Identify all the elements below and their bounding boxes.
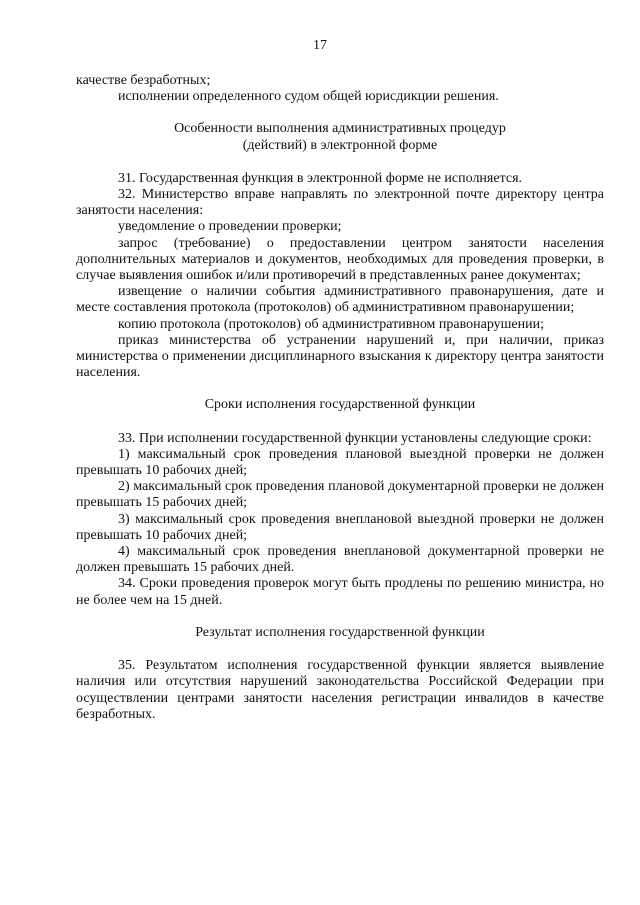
paragraph: 4) максимальный срок проведения внеплановой документарной проверки не должен превышать 15 рабочих дней. [76, 544, 604, 576]
paragraph: 35. Результатом исполнения государственной функции является выявление наличия или отсутствия нарушений законодательства Российской Федерации при осуществлении центрами занятости населения регистрации инвалидов в качестве безработных. [76, 658, 604, 722]
paragraph: 34. Сроки проведения проверок могут быть продлены по решению министра, но не более чем на 15 дней. [76, 576, 604, 608]
heading-line: (действий) в электронной форме [242, 137, 438, 153]
paragraph: уведомление о проведении проверки; [118, 219, 342, 235]
paragraph: 32. Министерство вправе направлять по электронной почте директору центра занятости населения: [76, 187, 604, 219]
paragraph: запрос (требование) о предоставлении центром занятости населения дополнительных материалов и документов, необходимых для проведения проверки, в случае выявления ошибок и/или противоречий в представленных ранее документах; [76, 235, 604, 284]
heading-line: Особенности выполнения административных процедур [174, 121, 506, 137]
paragraph: 31. Государственная функция в электронной форме не исполняется. [118, 170, 523, 186]
section-heading-deadlines: Сроки исполнения государственной функции [204, 397, 476, 413]
continuation-line: исполнении определенного судом общей юрисдикции решения. [118, 89, 499, 105]
section-heading-electronic-form [76, 121, 604, 153]
paragraph: приказ министерства об устранении нарушений и, при наличии, приказ министерства о применении дисциплинарного взыскания к директору центра занятости населения. [76, 332, 604, 381]
page-content [76, 73, 604, 723]
paragraph: 2) максимальный срок проведения плановой документарной проверки не должен превышать 15 рабочих дней; [76, 479, 604, 511]
page-number: 17 [313, 38, 327, 53]
section-heading-result: Результат исполнения государственной функции [195, 624, 485, 640]
paragraph: копию протокола (протоколов) об административном правонарушении; [118, 316, 545, 332]
paragraph: 3) максимальный срок проведения внеплановой выездной проверки не должен превышать 10 рабочих дней; [76, 511, 604, 543]
continuation-line: качестве безработных; [76, 73, 211, 88]
paragraph: извещение о наличии события административного правонарушения, дате и месте составления протокола (протоколов) об административном правонарушении; [76, 284, 604, 316]
paragraph: 1) максимальный срок проведения плановой выездной проверки не должен превышать 10 рабочих дней; [76, 446, 604, 479]
paragraph: 33. При исполнении государственной функции установлены следующие сроки: [118, 430, 592, 446]
